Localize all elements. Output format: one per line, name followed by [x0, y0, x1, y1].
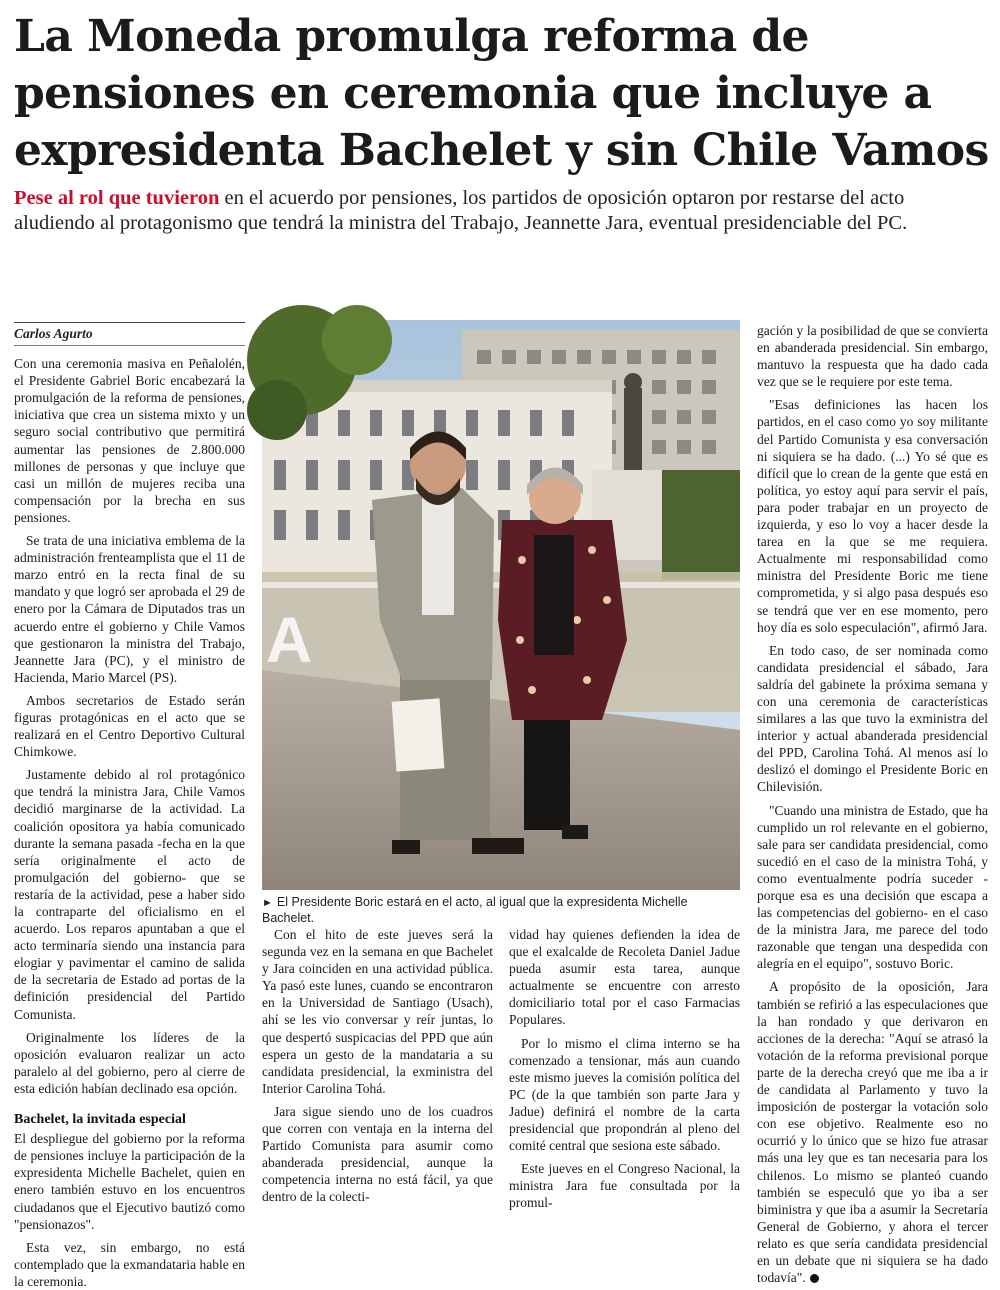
- wall-lettering: A: [266, 604, 313, 676]
- photo-caption: [262, 895, 740, 926]
- paragraph: gación y la posibilidad de que se convierta en abanderada presidencial. Sin embargo, mantuvo la respuesta que ha dado cada vez que se le requiere por este tema.: [757, 323, 988, 390]
- paragraph: Se trata de una iniciativa emblema de la administración frenteamplista que el 11 de marzo entró en la recta final de su mandato y que logró ser aprobada el 29 de enero por la Cámara de Diputados tras un acuerdo entre el gobierno y Chile Vamos que gestionaron la ministra del Trabajo, Jeannette Jara (PC), y el ministro de Hacienda, Mario Marcel (PS).: [14, 533, 245, 685]
- lede: [14, 186, 989, 236]
- paragraph: En todo caso, de ser nominada como candidata presidencial el sábado, Jara saldría del gabinete la próxima semana y con una ceremonia de características similares a las que tuvo la exministra del interior y actual abanderada presidencial del PPD, Carolina Tohá. Al menos así lo deslizó el domingo el Presidente Boric en Chilevisión.: [757, 642, 988, 795]
- article-photo: [262, 320, 740, 890]
- paragraph: [757, 978, 988, 1286]
- article-column-3: [509, 926, 740, 1211]
- paragraph: Esta vez, sin embargo, no está contemplado que la exmandataria hable en la ceremonia.: [14, 1239, 245, 1289]
- paragraph: vidad hay quienes defienden la idea de que el exalcalde de Recoleta Daniel Jadue pueda asumir esta tarea, aunque actualmente se encuentre con arresto domiciliario total por el caso Farmacias Populares.: [509, 927, 740, 1028]
- paragraph: Originalmente los líderes de la oposición evaluaron realizar un acto paralelo al del gobierno, pero al cierre de esta edición habían declinado esa opción.: [14, 1029, 245, 1096]
- paragraph: "Esas definiciones las hacen los partidos, en el caso como yo soy militante del Partido Comunista y esa conversación ni siquiera se ha dado. (...) Yo sé que es difícil que lo crean de la gente que está en política, yo estoy aquí para servir el país, para poder trabajar en un proyecto de izquierda, y eso lo voy a hacer desde la tarea en la que se me requiera. Actualmente mi responsabilidad como ministra del Presidente Boric me tiene comprometida, y si algo pasa después eso se tendrá que ver en ese momento, pero hoy día es solo especulación", afirmó Jara.: [757, 397, 988, 635]
- article-column-1: [14, 322, 245, 1289]
- lede-rest: en el acuerdo por pensiones, los partidos de oposición optaron por restarse del acto aludiendo al protagonismo que tendrá la ministra del Trabajo, Jeannette Jara, eventual presidenciable del PC.: [14, 187, 908, 234]
- end-of-article-icon: [810, 1274, 819, 1283]
- paragraph: Con el hito de este jueves será la segunda vez en la semana en que Bachelet y Jara coinciden en una actividad pública. Ya pasó este lunes, cuando se encontraron en la Universidad de Santiago (Usach), ahí se les vio conversar y reír juntas, lo que despertó suspicacias del PPD que aún espera un gesto de la mandataria a su candidata presidencial, la exministra del Interior Carolina Tohá.: [262, 927, 493, 1096]
- paragraph: "Cuando una ministra de Estado, que ha cumplido un rol relevante en el gobierno, sale para ser candidata presidencial, como sucedió en el caso de la ministra Tohá, y como eventualmente podría suceder -porque esa es una decisión que escapa a las competencias del gobierno- en el caso de la ministra Jara, me parece del todo razonable que tengan una despedida con alegría en el equipo", sostuvo Boric.: [757, 802, 988, 972]
- paragraph: El despliegue del gobierno por la reforma de pensiones incluye la participación de la expresidenta Michelle Bachelet, quien en enero también estuvo en los encuentros ciudadanos que el Ejecutivo bautizó como "pensionazos".: [14, 1131, 245, 1232]
- caption-arrow-icon: ►: [262, 897, 273, 909]
- caption-text: El Presidente Boric estará en el acto, al igual que la expresidenta Michelle Bachelet.: [262, 895, 688, 925]
- paragraph: Este jueves en el Congreso Nacional, la ministra Jara fue consultada por la promul-: [509, 1161, 740, 1211]
- headline: La Moneda promulga reforma de pensiones en ceremonia que incluye a expresidenta Bachelet y sin Chile Vamos: [14, 11, 989, 176]
- article-column-2: [262, 926, 493, 1205]
- paragraph-text: A propósito de la oposición, Jara también se refirió a las especulaciones que la han rondado y que derivaron en acciones de la derecha: "Aquí se atrasó la votación de la reforma previsional porque parte de la derecha creyó que me iba a ir de candidata al Parlamento y tuvo la imposición de postergar la votación solo con ese objetivo. Realmente eso no ocurrió y lo único que se hizo fue atrasar más una ley que es tan necesaria para los chilenos. Lo mismo se planteó cuando también se especuló que yo iba a ser biministra y que iba a asumir la Secretaría General de Gobierno, y ahora el tercer relato es que sería candidata presidencial en un debate que ni siquiera se ha dado todavía".: [757, 979, 988, 1286]
- article-column-4: [757, 322, 988, 1286]
- paragraph: Con una ceremonia masiva en Peñalolén, el Presidente Gabriel Boric encabezará la promulgación de la reforma de pensiones, iniciativa que crea un sistema mixto y un seguro social contributivo que permitirá aumentar las pensiones de 2.800.000 millones de personas y que incluye que casi un millón de mujeres reciba una compensación por la brecha en sus pensiones.: [14, 356, 245, 525]
- lede-highlight: Pese al rol que tuvieron: [14, 187, 220, 209]
- paragraph: Jara sigue siendo uno de los cuadros que corren con ventaja en la interna del Partido Comunista para asumir como abanderada presidencial, aunque la competencia interna no está fácil, ya que dentro de la colecti-: [262, 1103, 493, 1205]
- paragraph: Ambos secretarios de Estado serán figuras protagónicas en el acto que se realizará en el Centro Deportivo Cultural Chimkowe.: [14, 692, 245, 760]
- subheading: Bachelet, la invitada especial: [14, 1112, 186, 1128]
- byline: Carlos Agurto: [14, 322, 245, 346]
- paragraph: Justamente debido al rol protagónico que tendrá la ministra Jara, Chile Vamos decidió marginarse de la actividad. La coalición opositora ya había comunicado durante la semana pasada -fecha en la que sería originalmente el acto de promulgación del gobierno- que se restaría de la actividad, pese a haber sido la contraparte del oficialismo en el acuerdo. Los reparos apuntaban a que el acto terminaría siendo una instancia para elogiar y pavimentar el camino de salida de la secretaria de Estado ad portas de la definición presidencial del Partido Comunista.: [14, 767, 245, 1022]
- paragraph: Por lo mismo el clima interno se ha comenzado a tensionar, más aun cuando este mismo jueves la comisión política del PC (de la que también son parte Jara y Jadue) definirá el nombre de la carta presidencial que propondrán al pleno del comité central que sesiona este sábado.: [509, 1035, 740, 1154]
